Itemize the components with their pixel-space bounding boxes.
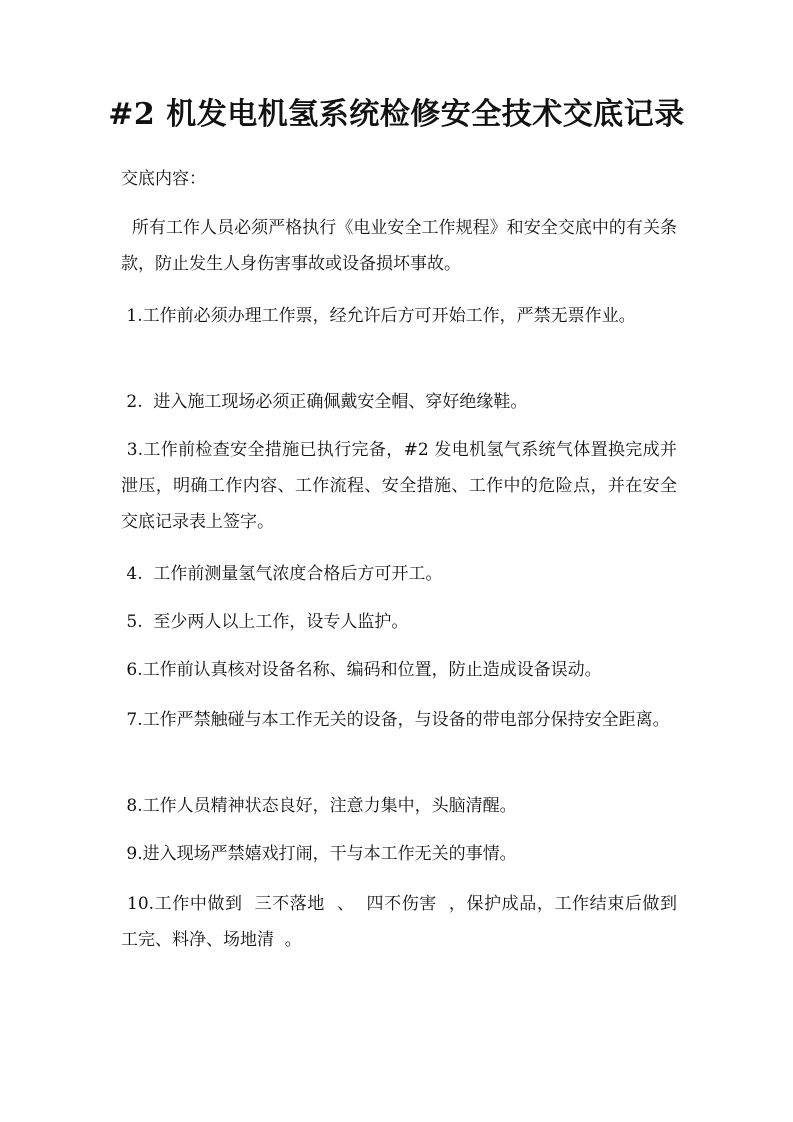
item-9: 9.进入现场严禁嬉戏打闹，干与本工作无关的事情。 xyxy=(121,844,517,864)
item-5: 5. 至少两人以上工作，设专人监护。 xyxy=(121,612,409,632)
item-10: 10.工作中做到 三不落地 、 四不伤害 ，保护成品，工作结束后做到 工完、料净、场地清 。 xyxy=(121,894,688,950)
item-7: 7.工作严禁触碰与本工作无关的设备，与设备的带电部分保持安全距离。 xyxy=(121,710,670,730)
item-6: 6.工作前认真核对设备名称、编码和位置，防止造成设备误动。 xyxy=(121,660,602,680)
content-label: 交底内容： xyxy=(121,169,206,189)
item-8: 8.工作人员精神状态良好，注意力集中，头脑清醒。 xyxy=(121,796,517,816)
item-2: 2. 进入施工现场必须正确佩戴安全帽、穿好绝缘鞋。 xyxy=(121,392,528,412)
item-4: 4. 工作前测量氢气浓度合格后方可开工。 xyxy=(121,564,443,584)
item-1: 1.工作前必须办理工作票，经允许后方可开始工作，严禁无票作业。 xyxy=(121,306,636,326)
intro-paragraph: 所有工作人员必须严格执行《电业安全工作规程》和安全交底中的有关条款，防止发生人身伤害事故或设备损坏事故。 xyxy=(121,218,678,274)
document-title: #2 机发电机氢系统检修安全技术交底记录 xyxy=(108,97,685,132)
item-3: 3.工作前检查安全措施已执行完备，#2 发电机氢气系统气体置换完成并泄压，明确工作内容、工作流程、安全措施、工作中的危险点，并在安全交底记录表上签字。 xyxy=(121,440,678,532)
